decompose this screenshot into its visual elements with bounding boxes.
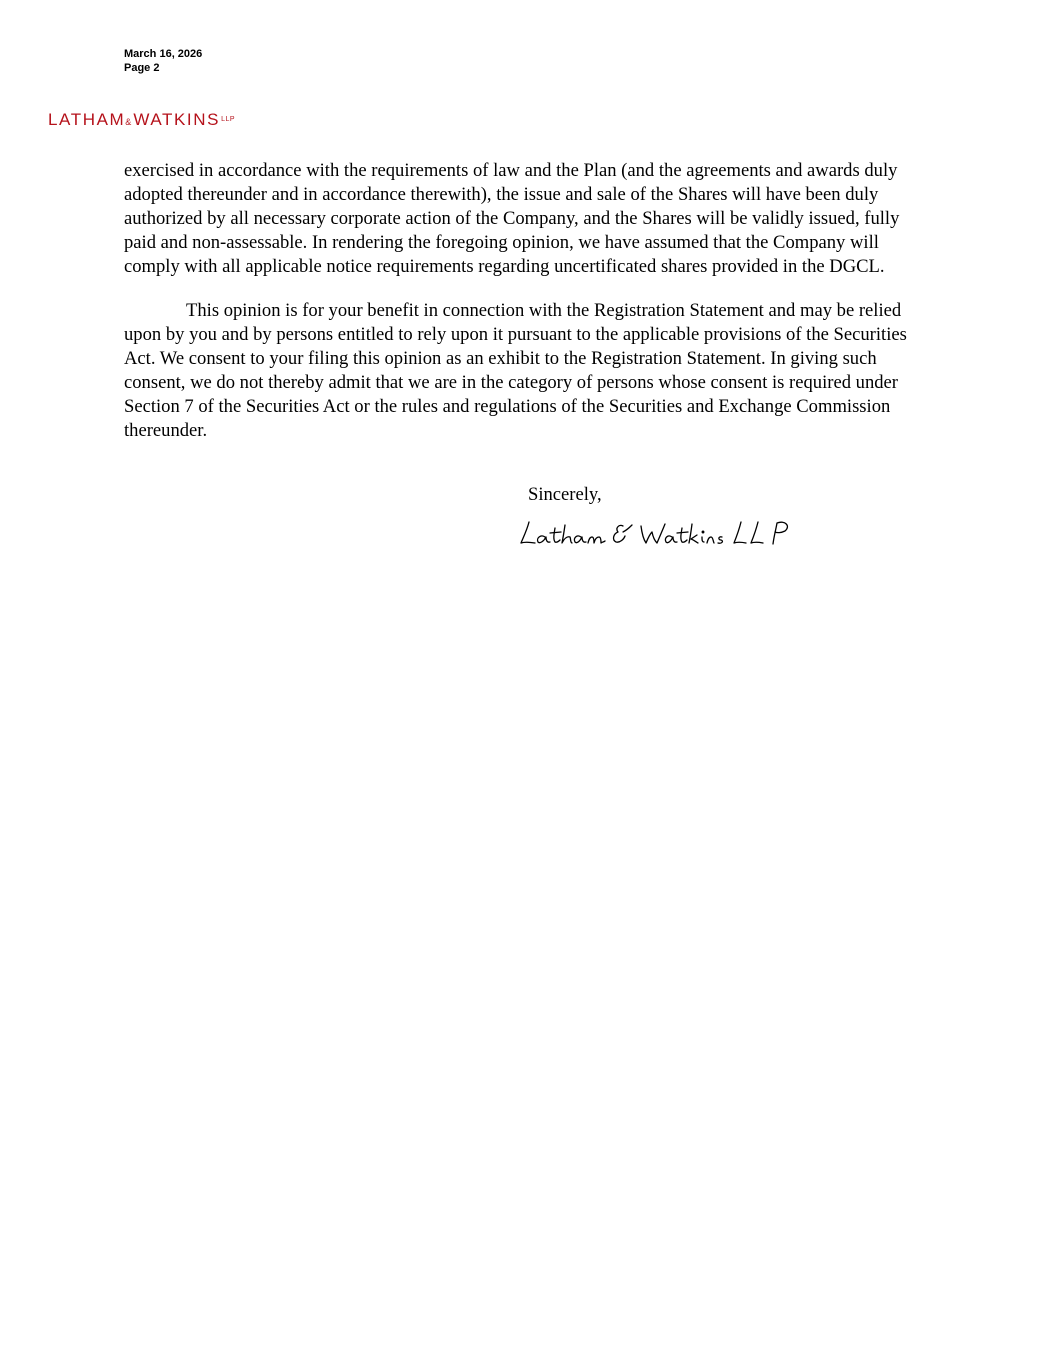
closing-salutation: Sincerely, (528, 484, 602, 505)
handwritten-signature (515, 512, 800, 556)
header-page-number: Page 2 (124, 62, 160, 74)
page-header (124, 47, 202, 75)
logo-llp: LLP (221, 116, 236, 123)
letter-body (124, 159, 936, 443)
logo-word-latham: LATHAM (48, 110, 126, 129)
logo-word-watkins: WATKINS (133, 110, 221, 129)
body-paragraph-2: This opinion is for your benefit in connection with the Registration Statement and may be relied upon by you and by persons entitled to rely upon it pursuant to the applicable provisions of the Securities Act. We consent to your filing this opinion as an exhibit to the Registration Statement. In giving such consent, we do not thereby admit that we are in the category of persons whose consent is required under Section 7 of the Securities Act or the rules and regulations of the Securities and Exchange Commission thereunder. (124, 300, 907, 441)
body-paragraph-1: exercised in accordance with the requirements of law and the Plan (and the agreements and awards duly adopted thereunder and in accordance therewith), the issue and sale of the Shares will have been duly authorized by all necessary corporate action of the Company, and the Shares will be validly issued, fully paid and non-assessable. In rendering the foregoing opinion, we have assumed that the Company will comply with all applicable notice requirements regarding uncertificated shares provided in the DGCL. (124, 160, 900, 277)
header-date: March 16, 2026 (124, 48, 203, 60)
logo-ampersand: & (125, 117, 132, 127)
firm-logo (48, 110, 235, 130)
